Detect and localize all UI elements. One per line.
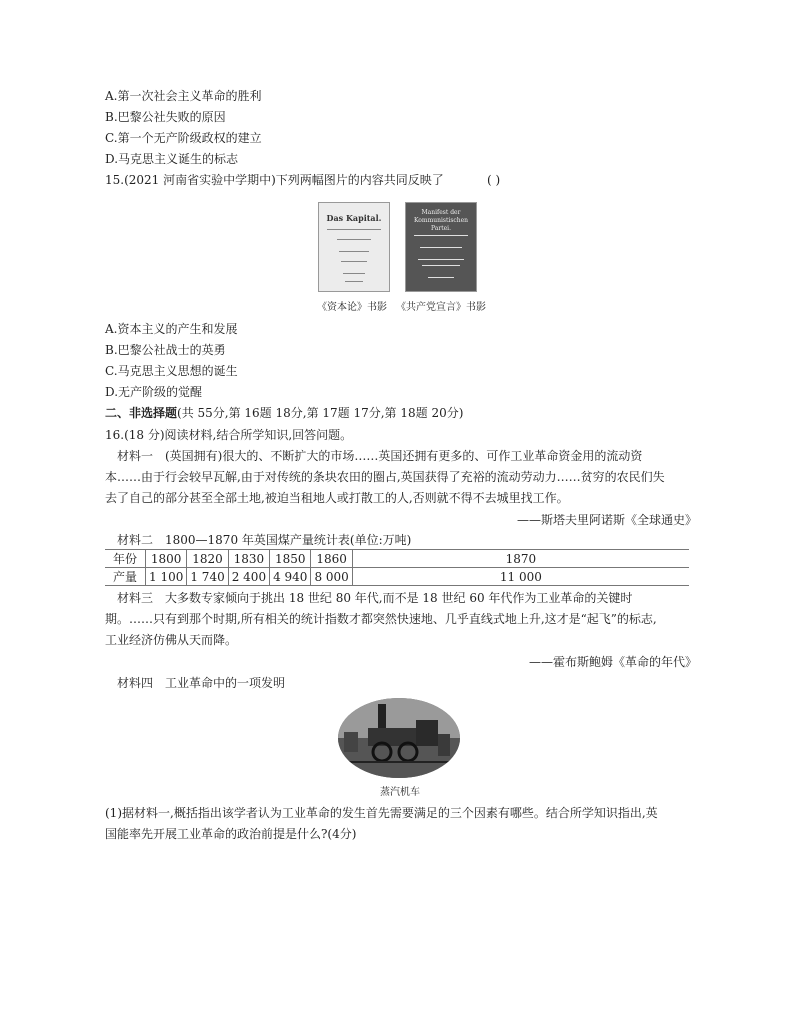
material1-line3: 去了自己的部分甚至全部土地,被迫当租地人或打散工的人,否则就不得不去城里找工作。 [105, 491, 569, 505]
section-title: 二、非选择题 [105, 406, 178, 420]
output-cell: 1 740 [187, 568, 228, 586]
year-cell: 1850 [270, 550, 311, 568]
year-cell: 1800 [146, 550, 187, 568]
q15-stem: 15.(2021 河南省实验中学期中)下列两幅图片的内容共同反映了 [105, 173, 444, 187]
output-cell: 11 000 [352, 568, 689, 586]
table-row-output [105, 568, 689, 586]
manifesto-caption: 《共产党宣言》书影 [396, 302, 486, 313]
q15-option-b: B.巴黎公社战士的英勇 [105, 343, 226, 357]
material2-title: 材料二 1800—1870 年英国煤产量统计表(单位:万吨) [117, 533, 412, 547]
material3-line3: 工业经济仿佛从天而降。 [105, 633, 238, 647]
output-cell: 8 000 [311, 568, 352, 586]
q16-sub1-line2: 国能率先开展工业革命的政治前提是什么?(4分) [105, 827, 357, 841]
output-cell: 4 940 [270, 568, 311, 586]
year-cell: 1830 [228, 550, 269, 568]
year-cell: 1860 [311, 550, 352, 568]
q14-option-c: C.第一个无产阶级政权的建立 [105, 131, 262, 145]
q15-option-a: A.资本主义的产生和发展 [105, 322, 238, 336]
q15-option-c: C.马克思主义思想的诞生 [105, 364, 238, 378]
q14-option-a: A.第一次社会主义革命的胜利 [105, 89, 262, 103]
communist-manifesto-cover-image [405, 202, 477, 292]
material4-title: 材料四 工业革命中的一项发明 [117, 676, 286, 690]
material1-source: ——斯塔夫里阿诺斯《全球通史》 [516, 513, 697, 527]
q14-option-b: B.巴黎公社失败的原因 [105, 110, 226, 124]
q15-answer-paren: ( ) [487, 173, 501, 187]
q14-option-d: D.马克思主义诞生的标志 [105, 152, 239, 166]
steam-locomotive-image [338, 698, 460, 778]
q15-option-d: D.无产阶级的觉醒 [105, 385, 203, 399]
table-row-years [105, 550, 689, 568]
book1-title: Das Kapital. [326, 213, 382, 223]
section-heading [105, 405, 463, 421]
section-note: (共 55分,第 16题 18分,第 17题 17分,第 18题 20分) [177, 406, 464, 420]
q16-stem: 16.(18 分)阅读材料,结合所学知识,回答问题。 [105, 428, 353, 442]
output-cell: 1 100 [146, 568, 187, 586]
material1-line1: 材料一 (英国拥有)很大的、不断扩大的市场……英国还拥有更多的、可作工业革命资金用的流动资 [117, 449, 643, 463]
locomotive-illustration [338, 698, 460, 778]
q16-sub1-line1: (1)据材料一,概括指出该学者认为工业革命的发生首先需要满足的三个因素有哪些。结合所学知识指出,英 [105, 806, 658, 820]
output-cell: 2 400 [228, 568, 269, 586]
coal-output-table [105, 549, 689, 586]
book2-title: Manifest der Kommunistischen Partei. [413, 209, 469, 232]
year-cell: 1870 [352, 550, 689, 568]
das-kapital-caption: 《资本论》书影 [317, 302, 387, 313]
material1-line2: 本……由于行会较早瓦解,由于对传统的条块农田的圈占,英国获得了充裕的流动劳动力……贫穷的农民们失 [105, 470, 665, 484]
locomotive-caption: 蒸汽机车 [380, 787, 420, 798]
row-label-output: 产量 [105, 568, 146, 586]
material3-source: ——霍布斯鲍姆《革命的年代》 [528, 655, 697, 669]
material3-line2: 期。……只有到那个时期,所有相关的统计指数才都突然快速地、几乎直线式地上升,这才是“起飞”的标志, [105, 612, 657, 626]
row-label-year: 年份 [105, 550, 146, 568]
year-cell: 1820 [187, 550, 228, 568]
material3-line1: 材料三 大多数专家倾向于挑出 18 世纪 80 年代,而不是 18 世纪 60 年代作为工业革命的关键时 [117, 591, 633, 605]
das-kapital-cover-image [318, 202, 390, 292]
